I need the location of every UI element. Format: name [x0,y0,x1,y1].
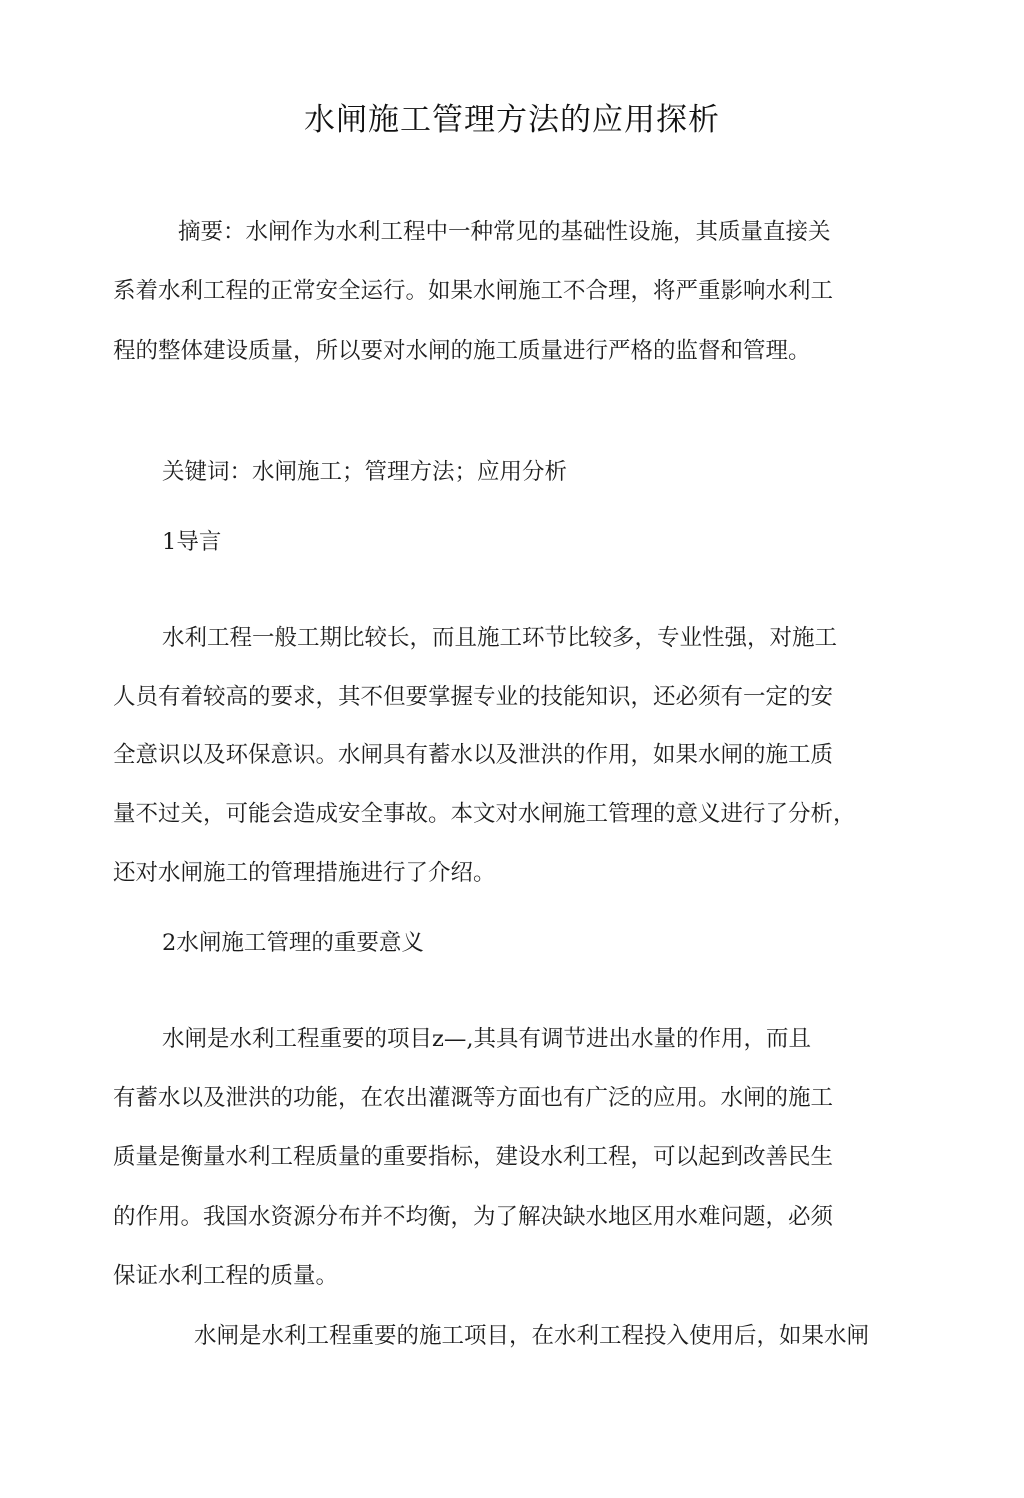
paragraph-line: 人员有着较高的要求，其不但要掌握专业的技能知识，还必须有一定的安 [113,684,834,710]
abstract-line: 系着水利工程的正常安全运行。如果水闸施工不合理，将严重影响水利工 [113,278,834,304]
paragraph-line: 的作用。我国水资源分布并不均衡，为了解决缺水地区用水难问题，必须 [113,1204,834,1230]
paragraph-line: 保证水利工程的质量。 [113,1263,339,1289]
paragraph-line: 还对水闸施工的管理措施进行了介绍。 [113,860,496,886]
keywords-line: 关键词：水闸施工；管理方法；应用分析 [162,459,568,485]
section-heading-importance: 2水闸施工管理的重要意义 [162,930,424,956]
paragraph-line: 量不过关，可能会造成安全事故。本文对水闸施工管理的意义进行了分析， [113,801,856,827]
abstract-line: 摘要：水闸作为水利工程中一种常见的基础性设施，其质量直接关 [178,219,831,245]
section-heading-introduction: 1导言 [162,529,222,555]
paragraph-line: 水利工程一般工期比较长，而且施工环节比较多，专业性强，对施工 [162,625,838,651]
abstract-line: 程的整体建设质量，所以要对水闸的施工质量进行严格的监督和管理。 [113,338,811,364]
paragraph-line: 水闸是水利工程重要的施工项目，在水利工程投入使用后，如果水闸 [194,1323,870,1349]
paragraph-line: 质量是衡量水利工程质量的重要指标，建设水利工程，可以起到改善民生 [113,1144,834,1170]
document-title: 水闸施工管理方法的应用探析 [304,102,720,138]
paragraph-line: 水闸是水利工程重要的项目z—,其具有调节进出水量的作用，而且 [162,1026,812,1052]
paragraph-line: 有蓄水以及泄洪的功能，在农出灌溉等方面也有广泛的应用。水闸的施工 [113,1085,834,1111]
paragraph-line: 全意识以及环保意识。水闸具有蓄水以及泄洪的作用，如果水闸的施工质 [113,742,834,768]
